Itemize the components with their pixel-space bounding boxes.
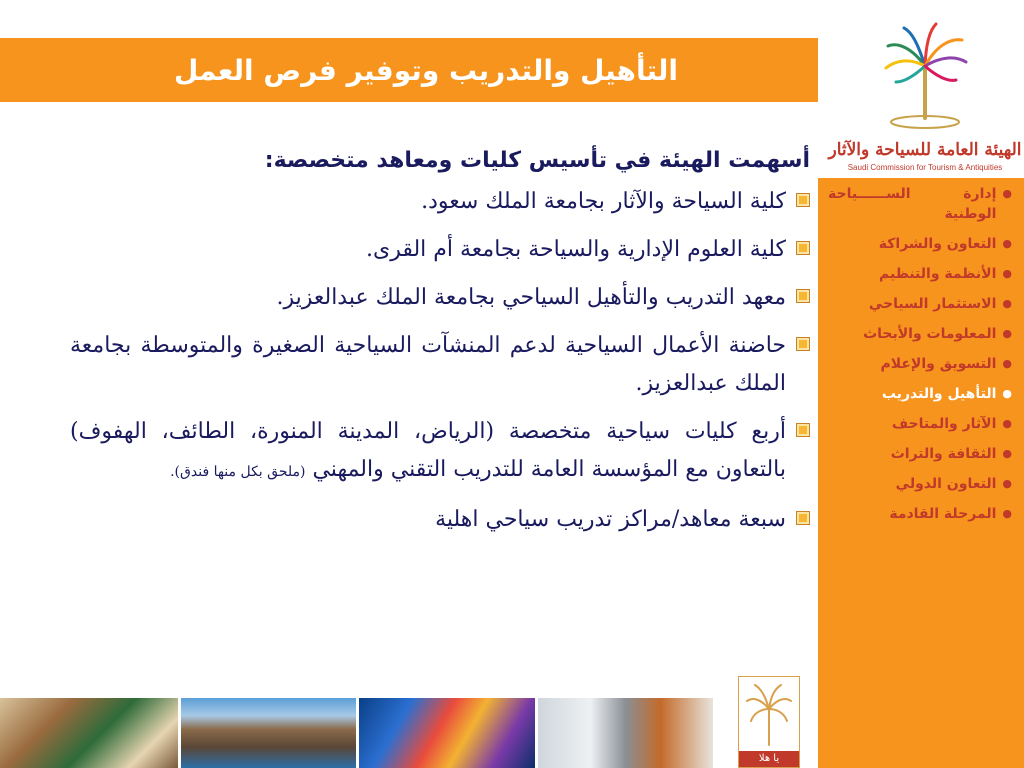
square-bullet-icon [796, 423, 810, 437]
sidebar-item-label: إدارة الســــــياحة الوطنية [828, 186, 997, 222]
heritage-photo [0, 698, 178, 768]
sidebar-item-label: التأهيل والتدريب [881, 386, 997, 402]
bullet-dot-icon: ● [1002, 297, 1012, 310]
logo-english-name: Saudi Commission for Tourism & Antiquities [847, 163, 1003, 172]
bullet-dot-icon: ● [1002, 507, 1012, 520]
exhibition-photo [538, 698, 714, 768]
list-item [70, 501, 810, 539]
sidebar-item-national-tourism[interactable] [818, 184, 1024, 224]
bullet-list [70, 183, 810, 539]
sidebar-item-investment[interactable] [818, 294, 1024, 314]
list-item [70, 327, 810, 403]
list-item-text: أربع كليات سياحية متخصصة (الرياض، المدينة المنورة، الطائف، الهفوف) بالتعاون مع المؤسسة العامة للتدريب التقني والمهني [70, 419, 786, 482]
landscape-photo [181, 698, 357, 768]
square-bullet-icon [796, 289, 810, 303]
list-item [70, 231, 810, 269]
sidebar-item-next-phase[interactable] [818, 504, 1024, 524]
bullet-dot-icon: ● [1002, 447, 1012, 460]
list-item [70, 413, 810, 491]
ahlan-label: يا هلا [739, 751, 799, 767]
list-item [70, 279, 810, 317]
sidebar-item-label: الثقافة والتراث [890, 446, 997, 462]
bullet-dot-icon: ● [1002, 237, 1012, 250]
bullet-dot-icon: ● [1002, 357, 1012, 370]
square-bullet-icon [796, 511, 810, 525]
sidebar-item-international[interactable] [818, 474, 1024, 494]
sidebar-item-antiquities[interactable] [818, 414, 1024, 434]
list-item-text: حاضنة الأعمال السياحية لدعم المنشآت السياحية الصغيرة والمتوسطة بجامعة الملك عبدالعزيز. [70, 333, 786, 396]
content-heading: أسهمت الهيئة في تأسيس كليات ومعاهد متخصصة: [264, 148, 810, 173]
bullet-dot-icon: ● [1002, 327, 1012, 340]
list-item-text: معهد التدريب والتأهيل السياحي بجامعة الملك عبدالعزيز. [276, 285, 786, 310]
sidebar-nav [818, 184, 1024, 534]
sidebar-item-label: المعلومات والأبحاث [863, 326, 997, 342]
sidebar-item-label: التسويق والإعلام [880, 356, 997, 372]
sidebar-item-label: التعاون الدولي [895, 476, 997, 492]
slide-title: التأهيل والتدريب وتوفير فرص العمل [173, 53, 678, 87]
sidebar-item-label: الاستثمار السياحي [868, 296, 997, 312]
square-bullet-icon [796, 193, 810, 207]
sidebar-item-research[interactable] [818, 324, 1024, 344]
sidebar-item-label: الآثار والمتاحف [891, 416, 997, 432]
bullet-dot-icon: ● [1002, 387, 1012, 400]
bullet-dot-icon: ● [1002, 417, 1012, 430]
main-content [70, 148, 810, 549]
coral-reef-photo [359, 698, 535, 768]
palm-small-icon [739, 679, 799, 751]
list-item-text: كلية العلوم الإدارية والسياحة بجامعة أم القرى. [365, 237, 786, 262]
square-bullet-icon [796, 337, 810, 351]
bullet-dot-icon: ● [1002, 267, 1012, 280]
list-item-text: كلية السياحة والآثار بجامعة الملك سعود. [421, 189, 786, 214]
list-item [70, 183, 810, 221]
palm-logo-icon [826, 18, 1024, 138]
square-bullet-icon [796, 241, 810, 255]
sidebar-item-label: التعاون والشراكة [878, 236, 997, 252]
sidebar-item-training[interactable] [818, 384, 1024, 404]
photo-strip [0, 698, 716, 768]
sidebar-item-marketing[interactable] [818, 354, 1024, 374]
list-item-note: (ملحق بكل منها فندق). [170, 464, 306, 480]
list-item-text: سبعة معاهد/مراكز تدريب سياحي اهلية [435, 507, 786, 532]
title-bar [0, 38, 818, 102]
sidebar-item-regulations[interactable] [818, 264, 1024, 284]
sidebar-item-label: الأنظمة والتنظيم [879, 266, 997, 282]
bullet-dot-icon: ● [1002, 187, 1012, 200]
sidebar [818, 178, 1024, 768]
logo-area [826, 18, 1024, 178]
logo-arabic-name: الهيئة العامة للسياحة والآثار [828, 140, 1022, 160]
sidebar-item-label: المرحلة القادمة [889, 506, 997, 522]
sidebar-item-partnership[interactable] [818, 234, 1024, 254]
ahlan-logo [738, 676, 800, 768]
bullet-dot-icon: ● [1002, 477, 1012, 490]
list-item-text-group [70, 413, 786, 491]
sidebar-item-heritage[interactable] [818, 444, 1024, 464]
